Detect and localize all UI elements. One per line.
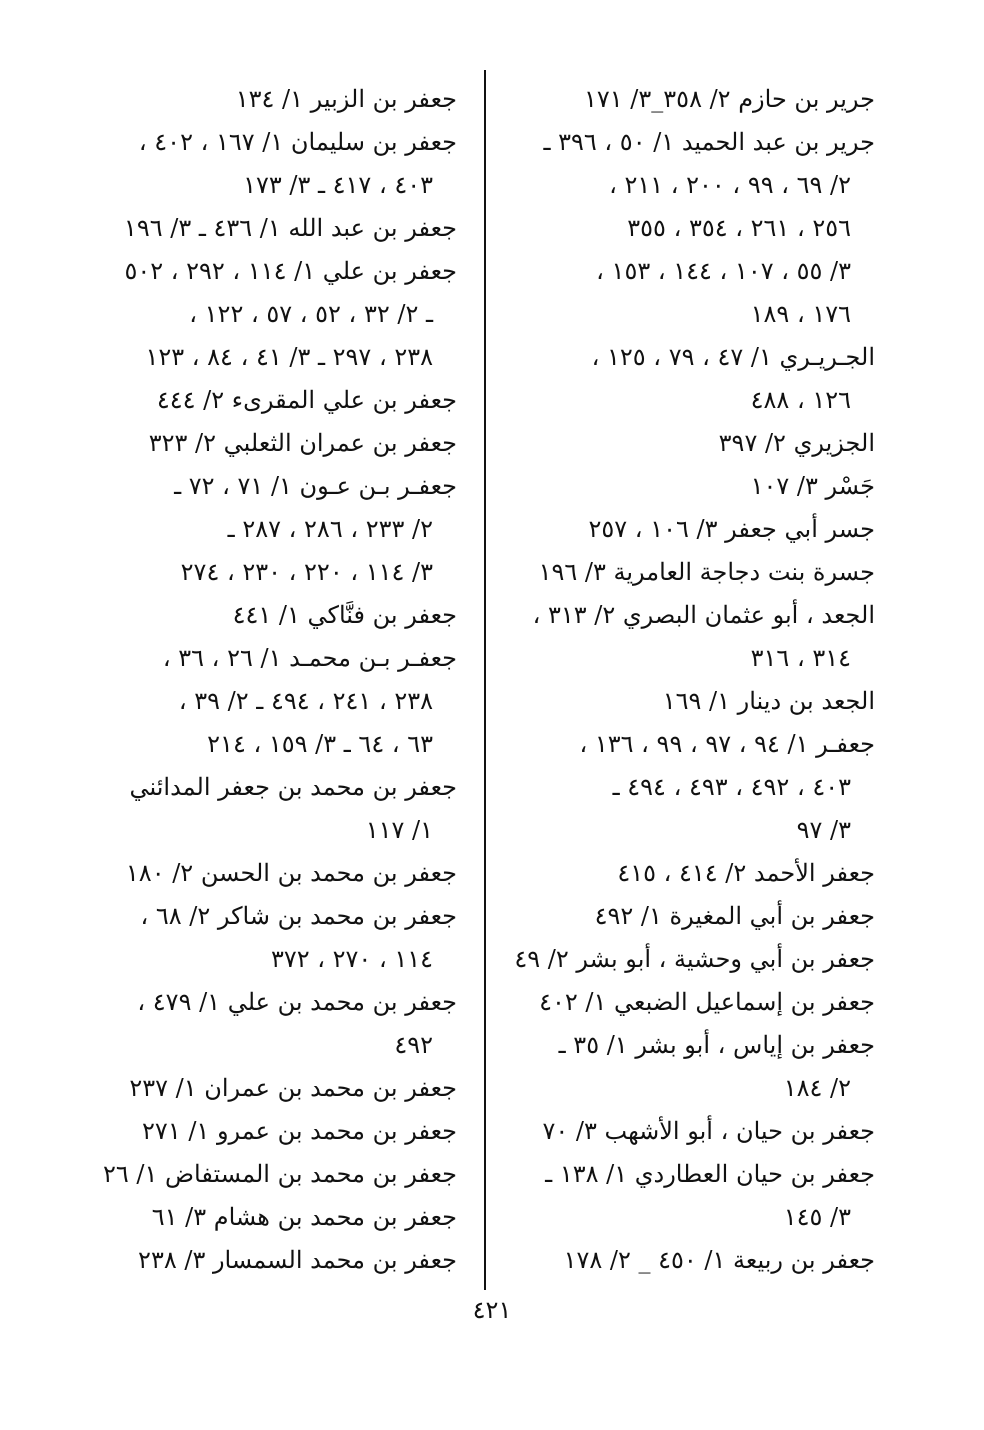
index-column-left — [95, 78, 457, 1282]
index-entry-continuation: ٢٣٨ ، ٢٩٧ ـ ٣/ ٤١ ، ٨٤ ، ١٢٣ — [145, 343, 433, 371]
index-entry: جسر أبي جعفر ٣/ ١٠٦ ، ٢٥٧ — [588, 515, 875, 543]
index-entry: جرير بن حازم ٢/ ٣٥٨_٣/ ١٧١ — [584, 85, 875, 113]
index-entry-continuation: ـ ٢/ ٣٢ ، ٥٢ ، ٥٧ ، ١٢٢ ، — [189, 300, 433, 328]
index-entry-continuation: ١٧٦ ، ١٨٩ — [750, 300, 851, 328]
index-entry: جعفر بن أبي المغيرة ١/ ٤٩٢ — [594, 902, 875, 930]
index-entry-continuation: ٣/ ٥٥ ، ١٠٧ ، ١٤٤ ، ١٥٣ ، — [596, 257, 851, 285]
index-entry: جعفر بن حيان العطاردي ١/ ١٣٨ ـ — [545, 1160, 875, 1188]
index-entry: جعفر بن محمد بن شاكر ٢/ ٦٨ ، — [140, 902, 457, 930]
index-entry-continuation: ٣/ ١١٤ ، ٢٢٠ ، ٢٣٠ ، ٢٧٤ — [180, 558, 433, 586]
index-entry: جعفر بن محمد بن علي ١/ ٤٧٩ ، — [137, 988, 457, 1016]
index-entry: جعفر بن إياس ، أبو بشر ١/ ٣٥ ـ — [558, 1031, 875, 1059]
index-entry-continuation: ٢٥٦ ، ٢٦١ ، ٣٥٤ ، ٣٥٥ — [627, 214, 851, 242]
index-entry-continuation: ١١٤ ، ٢٧٠ ، ٣٧٢ — [270, 945, 433, 973]
index-entry: الجعد بن دينار ١/ ١٦٩ — [662, 687, 875, 715]
index-entry: الجزيري ٢/ ٣٩٧ — [718, 429, 875, 457]
index-entry: جعفر بن ربيعة ١/ ٤٥٠ _ ٢/ ١٧٨ — [563, 1246, 875, 1274]
index-entry: الجعد ، أبو عثمان البصري ٢/ ٣١٣ ، — [532, 601, 875, 629]
index-entry-continuation: ٦٣ ، ٦٤ ـ ٣/ ١٥٩ ، ٢١٤ — [207, 730, 433, 758]
index-entry: جعفر بن أبي وحشية ، أبو بشر ٢/ ٤٩ — [514, 945, 875, 973]
index-entry-continuation: ٢٣٨ ، ٢٤١ ، ٤٩٤ ـ ٢/ ٣٩ ، — [178, 687, 433, 715]
index-entry: جعفر بن حيان ، أبو الأشهب ٣/ ٧٠ — [542, 1117, 875, 1145]
index-entry: جعفر بن محمد السمسار ٣/ ٢٣٨ — [138, 1246, 457, 1274]
index-entry: جعفر بن علي ١/ ١١٤ ، ٢٩٢ ، ٥٠٢ — [124, 257, 457, 285]
index-entry: جرير بن عبد الحميد ١/ ٥٠ ، ٣٩٦ ـ — [543, 128, 875, 156]
index-entry-continuation: ٣/ ٩٧ — [796, 816, 851, 844]
index-entry: جعفر بن محمد بن عمرو ١/ ٢٧١ — [142, 1117, 457, 1145]
index-entry: جعفر بن عبد الله ١/ ٤٣٦ ـ ٣/ ١٩٦ — [123, 214, 457, 242]
index-entry-continuation: ٣١٤ ، ٣١٦ — [750, 644, 851, 672]
index-column-right — [505, 78, 875, 1282]
index-entry: جعفـر بـن عـون ١/ ٧١ ، ٧٢ ـ — [174, 472, 457, 500]
index-entry: جسرة بنت دجاجة العامرية ٣/ ١٩٦ — [538, 558, 875, 586]
index-entry: جَسْر ٣/ ١٠٧ — [750, 472, 875, 500]
index-entry: جعفر بن محمد بن جعفر المدائني — [129, 773, 457, 801]
index-entry: جعفر بن إسماعيل الضبعي ١/ ٤٠٢ — [539, 988, 875, 1016]
index-entry: جعفر بن الزبير ١/ ١٣٤ — [235, 85, 457, 113]
index-entry: جعفـر ١/ ٩٤ ، ٩٧ ، ٩٩ ، ١٣٦ ، — [579, 730, 875, 758]
index-entry-continuation: ٢/ ٢٣٣ ، ٢٨٦ ، ٢٨٧ ـ — [227, 515, 433, 543]
index-entry: جعفر بن سليمان ١/ ١٦٧ ، ٤٠٢ ، — [138, 128, 457, 156]
index-entry: جعفر بن محمد بن الحسن ٢/ ١٨٠ — [125, 859, 457, 887]
index-entry: جعفر بن فنَّاكي ١/ ٤٤١ — [232, 601, 457, 629]
column-divider — [484, 70, 486, 1290]
index-entry-continuation: ١٢٦ ، ٤٨٨ — [750, 386, 851, 414]
index-entry-continuation: ٤٠٣ ، ٤٩٢ ، ٤٩٣ ، ٤٩٤ ـ — [612, 773, 851, 801]
index-entry-continuation: ٢/ ٦٩ ، ٩٩ ، ٢٠٠ ، ٢١١ ، — [609, 171, 851, 199]
index-entry: جعفر الأحمد ٢/ ٤١٤ ، ٤١٥ — [617, 859, 875, 887]
index-entry: جعفر بن عمران الثعلبي ٢/ ٣٢٣ — [148, 429, 457, 457]
index-entry: جعفر بن محمد بن المستفاض ١/ ٢٦ — [102, 1160, 457, 1188]
index-entry-continuation: ٣/ ١٤٥ — [783, 1203, 851, 1231]
index-entry: الجـريـري ١/ ٤٧ ، ٧٩ ، ١٢٥ ، — [591, 343, 875, 371]
index-entry-continuation: ٢/ ١٨٤ — [783, 1074, 851, 1102]
index-entry-continuation: ١/ ١١٧ — [365, 816, 433, 844]
index-entry: جعفـر بـن محمـد ١/ ٢٦ ، ٣٦ ، — [162, 644, 457, 672]
index-entry: جعفر بن محمد بن عمران ١/ ٢٣٧ — [129, 1074, 457, 1102]
index-entry: جعفر بن محمد بن هشام ٣/ ٦١ — [151, 1203, 457, 1231]
page-number: ٤٢١ — [472, 1296, 512, 1324]
index-entry-continuation: ٤٠٣ ، ٤١٧ ـ ٣/ ١٧٣ — [243, 171, 433, 199]
index-entry: جعفر بن علي المقرىء ٢/ ٤٤٤ — [156, 386, 457, 414]
index-entry-continuation: ٤٩٢ — [394, 1031, 433, 1059]
